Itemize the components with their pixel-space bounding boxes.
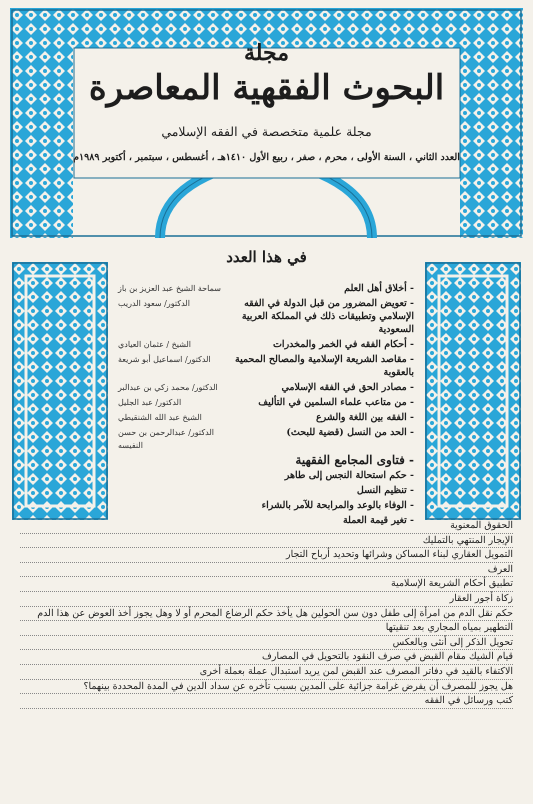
toc-heading: في هذا العدد: [226, 248, 307, 266]
toc-row: [118, 426, 414, 452]
toc-title: - أحكام الفقه في الخمر والمخدرات: [272, 339, 414, 350]
toc-author: الشيخ / عثمان العيادي: [118, 340, 192, 349]
list-item: الإيجار المنتهي بالتمليك: [20, 535, 513, 549]
list-item: زكاة أجور العقار: [20, 593, 513, 607]
toc-title: - تعويض المضرور من قبل الدولة في الفقه الإسلامي وتطبيقات ذلك في المملكة العربية السعودية: [241, 298, 414, 335]
toc-title: - فتاوى المجامع الفقهية: [295, 453, 414, 467]
toc-title: - الفقه بين اللغة والشرع: [315, 412, 414, 423]
toc-title: - تغير قيمة العملة: [342, 515, 414, 526]
toc-row: [118, 469, 414, 482]
fatwa-topics-list: [20, 520, 513, 710]
toc-row: [118, 454, 414, 467]
list-item: العرف: [20, 564, 513, 578]
list-item: التمويل العقاري لبناء المساكن وشرائها وتحديد أرباح التجار: [20, 549, 513, 563]
toc-row: [118, 338, 414, 351]
list-item: الحقوق المعنوية: [20, 520, 513, 534]
issue-line: العدد الثاني ، السنة الأولى ، محرم ، صفر ، ربيع الأول ١٤١٠هـ ، أغسطس ، سبتمبر ، أكتوبر ١٩٨٩م: [73, 152, 460, 163]
toc-author: الدكتور/ عبد الجليل: [118, 398, 182, 407]
toc-title: - الوفاء بالوعد والمرابحة للآمر بالشراء: [261, 500, 414, 511]
toc-title: - حكم استحالة النجس إلى طاهر: [284, 470, 414, 481]
list-item: الاكتفاء بالقيد في دفاتر المصرف عند القبض لمن يريد استبدال عملة بعملة أخرى: [20, 666, 513, 680]
toc-title: - مقاصد الشريعة الإسلامية والمصالح المحمية بالعقوبة: [234, 354, 414, 378]
toc-row: [118, 396, 414, 409]
list-item: تطبيق أحكام الشريعة الإسلامية: [20, 578, 513, 592]
list-item: هل يجوز للمصرف أن يفرض غرامة جزائية على المدين بسبب تأخره عن سداد الدين في المدة المحددة بينهما؟: [20, 681, 513, 695]
toc-author: الشيخ عبد الله الشنقيطي: [118, 413, 202, 422]
toc-row: [118, 282, 414, 295]
toc-title: - من متاعب علماء السلمين في التأليف: [258, 397, 414, 408]
toc-row: [118, 484, 414, 497]
toc-row: [118, 411, 414, 424]
list-item: التطهير بمياه المجاري بعد تنقيتها: [20, 622, 513, 636]
toc-title: - مصادر الحق في الفقه الإسلامي: [281, 382, 414, 393]
list-item: تحويل الذكر إلى أنثى وبالعكس: [20, 637, 513, 651]
toc-title: - أخلاق أهل العلم: [344, 283, 414, 294]
journal-label: مجلة: [243, 40, 290, 66]
toc-title: - تنظيم النسل: [356, 485, 414, 496]
list-item: كتب ورسائل في الفقه: [20, 695, 513, 709]
toc-row: [118, 381, 414, 394]
right-ornament-panel: [425, 262, 521, 520]
list-item: قيام الشيك مقام القبض في صرف النقود بالتحويل في المصارف: [20, 651, 513, 665]
left-ornament-panel: [12, 262, 108, 520]
journal-subtitle: مجلة علمية متخصصة في الفقه الإسلامي: [161, 124, 372, 139]
toc-author: سماحة الشيخ عبد العزيز بن باز: [118, 284, 221, 293]
list-item: حكم نقل الدم من امرأة إلى طفل دون سن الحولين هل يأخذ حكم الرضاع المحرم أو لا وهل يجوز أخذ العوض عن هذا الدم: [20, 608, 513, 622]
toc-author: الدكتور/ محمد زكي بن عبدالبر: [118, 383, 218, 392]
toc-author: الدكتور/ سعود الدريب: [118, 299, 190, 308]
table-of-contents: [118, 282, 414, 529]
toc-row: [118, 297, 414, 336]
journal-title: البحوث الفقهية المعاصرة: [88, 68, 445, 108]
toc-row: [118, 353, 414, 379]
toc-author: الدكتور/ عبدالرحمن بن حسن النفيسه: [118, 428, 215, 450]
toc-author: الدكتور/ اسماعيل أبو شريعة: [118, 355, 211, 364]
toc-row: [118, 499, 414, 512]
toc-title: - الحد من النسل (قضية للبحث): [286, 427, 414, 438]
